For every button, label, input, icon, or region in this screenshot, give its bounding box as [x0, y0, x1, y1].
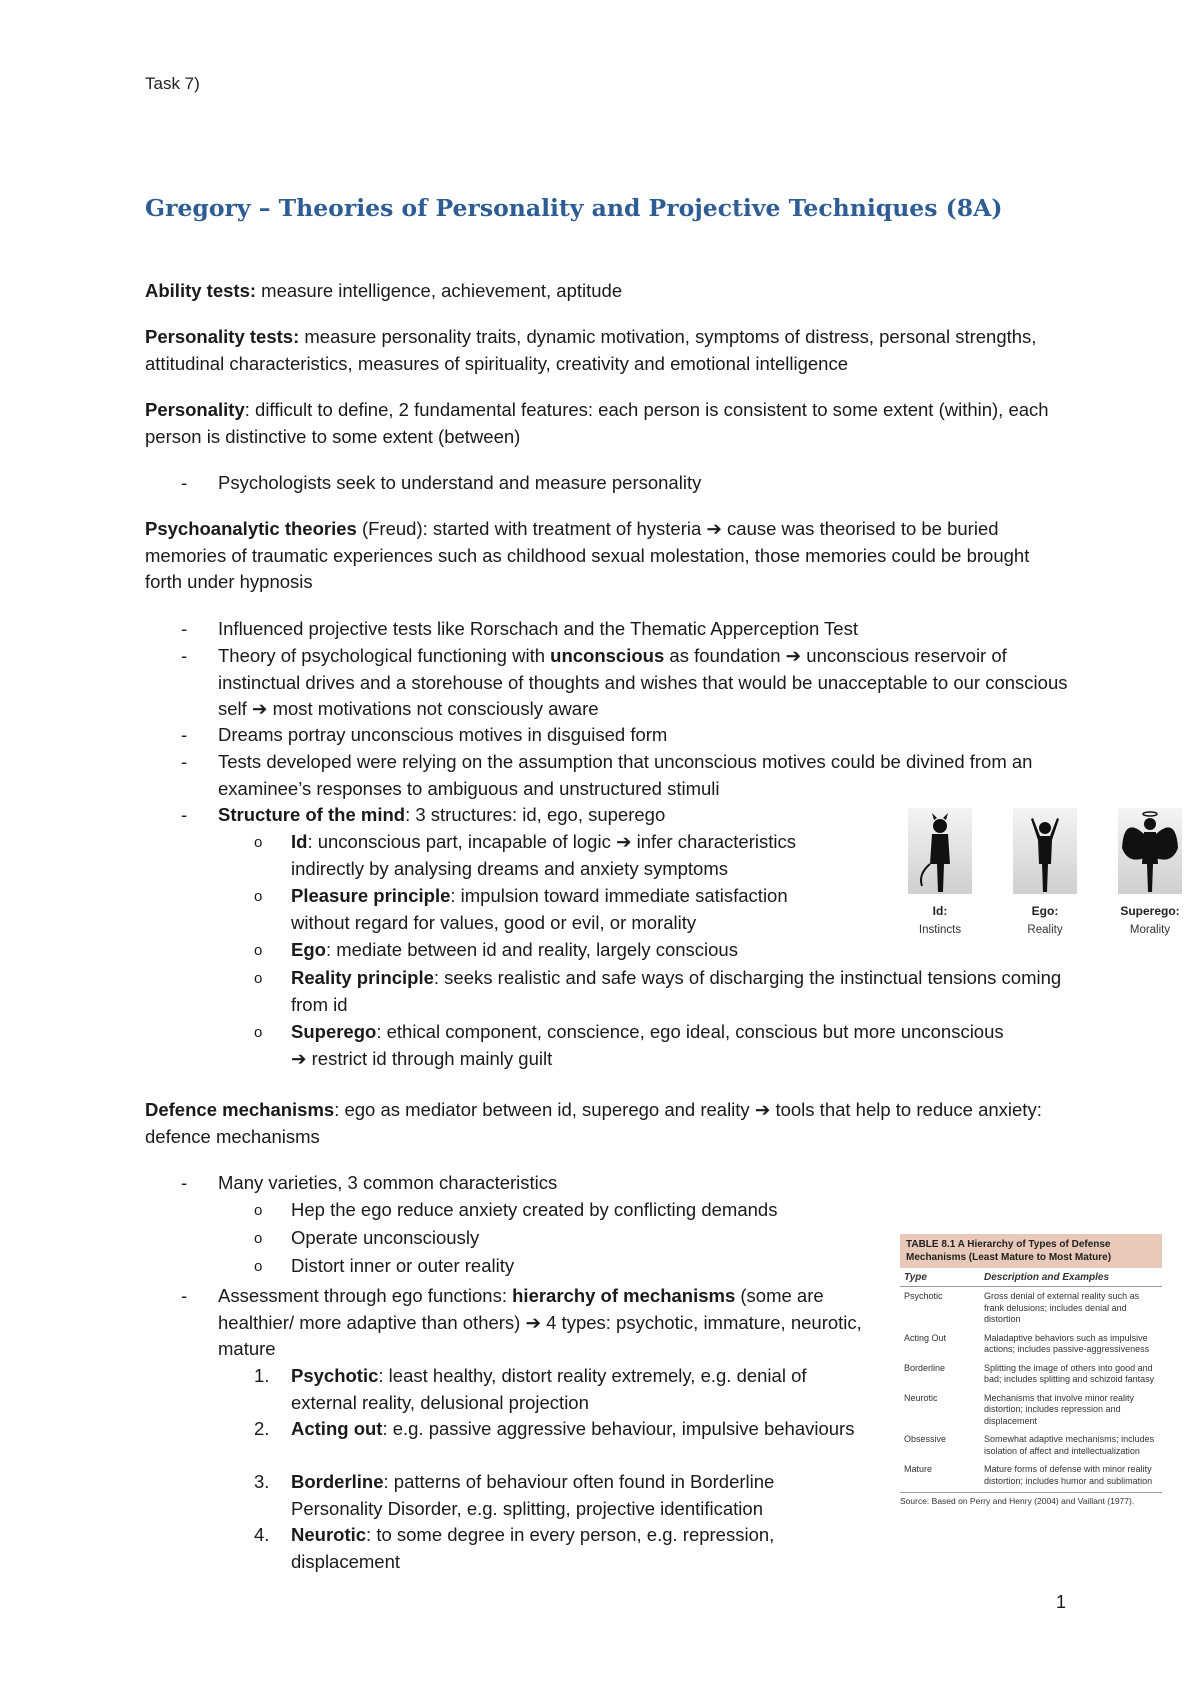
psychoanalytic-text: (Freud): started with treatment of hysteria ➔ cause was theorised to be buried memories of traumatic experiences such as childhood sexual molestation, those memories could be brought forth under hypnosis	[145, 518, 1030, 592]
table-cell-type: Acting Out	[904, 1332, 947, 1343]
list-text: : impulsion toward immediate satisfaction without regard for values, good or evil, or morality	[291, 885, 788, 933]
list-item: Psychologists seek to understand and measure personality	[218, 472, 702, 493]
list-item	[291, 829, 851, 882]
id-figure	[895, 808, 985, 936]
list-item: Tests developed were relying on the assumption that unconscious motives could be divined from an examinee’s responses to ambiguous and unstructured stimuli	[218, 751, 1033, 799]
psychoanalytic-para	[145, 516, 1065, 596]
table-cell-type: Mature	[904, 1464, 933, 1474]
ego-figure	[1000, 808, 1090, 936]
list-text: : 3 structures: id, ego, superego	[405, 804, 666, 825]
list-item	[291, 1019, 1011, 1072]
ego-label: Ego:	[1031, 904, 1059, 918]
table-col-description: Description and Examples	[984, 1272, 1110, 1283]
list-item	[218, 643, 1078, 723]
defense-mechanisms-table	[900, 1234, 1162, 1506]
list-item	[218, 1283, 878, 1363]
table-cell-description: Somewhat adaptive mechanisms; includes isolation of affect and intellectualization	[984, 1434, 1155, 1456]
table-cell-type: Psychotic	[904, 1291, 943, 1301]
list-bold: Borderline	[291, 1471, 384, 1492]
table-cell-type: Neurotic	[904, 1392, 938, 1403]
list-item	[291, 1363, 871, 1416]
list-item	[291, 965, 1071, 1018]
ego-sublabel: Reality	[1027, 924, 1063, 936]
id-label: Id:	[932, 904, 948, 918]
list-item: Hep the ego reduce anxiety created by conflicting demands	[291, 1199, 778, 1220]
list-text: : unconscious part, incapable of logic ➔ infer characteristics indirectly by analysing dreams and anxiety symptoms	[291, 831, 796, 879]
list-item: Influenced projective tests like Rorschach and the Thematic Apperception Test	[218, 618, 858, 639]
list-bold: unconscious	[550, 645, 665, 666]
superego-label: Superego:	[1120, 904, 1180, 918]
table-row	[900, 1430, 1162, 1460]
list-text: : patterns of behaviour often found in Borderline Personality Disorder, e.g. splitting, projective identification	[291, 1471, 775, 1519]
person-silhouette-icon	[1013, 808, 1077, 894]
list-text: Theory of psychological functioning with	[218, 645, 551, 666]
table-cell-type: Borderline	[904, 1362, 946, 1373]
ability-tests-para	[145, 278, 1065, 305]
personality-term: Personality	[145, 399, 245, 420]
page-number: 1	[1056, 1592, 1067, 1612]
list-item: Dreams portray unconscious motives in disguised form	[218, 724, 668, 745]
list-bold: Reality principle	[291, 967, 434, 988]
table-cell-description: Maladaptive behaviors such as impulsive actions; includes passive-aggressiveness	[984, 1332, 1150, 1354]
personality-tests-para	[145, 324, 1065, 377]
list-item: Operate unconsciously	[291, 1227, 480, 1248]
list-item	[291, 1469, 851, 1522]
table-header-row	[900, 1268, 1162, 1287]
list-item	[291, 1416, 871, 1443]
table-cell-description: Mechanisms that involve minor reality distortion; includes repression and displacement	[984, 1392, 1135, 1426]
superego-figure	[1105, 808, 1195, 936]
list-bold: Pleasure principle	[291, 885, 451, 906]
list-bold: Psychotic	[291, 1365, 379, 1386]
list-item	[291, 883, 851, 936]
table-cell-description: Splitting the image of others into good and bad; includes splitting and schizoid fantasy	[984, 1362, 1155, 1384]
table-caption: TABLE 8.1 A Hierarchy of Types of Defense Mechanisms (Least Mature to Most Mature)	[900, 1234, 1162, 1268]
list-bold: Ego	[291, 939, 326, 960]
list-bold: Neurotic	[291, 1524, 367, 1545]
table-cell-description: Gross denial of external reality such as frank delusions; includes denial and distortion	[984, 1291, 1140, 1324]
psychoanalytic-term: Psychoanalytic theories	[145, 518, 357, 539]
list-text: : to some degree in every person, e.g. repression, displacement	[291, 1524, 775, 1572]
list-text: as foundation ➔ unconscious reservoir of instinctual drives and a storehouse of thoughts and wishes that would be unacceptable to our conscious self ➔ most motivations not consciously aware	[218, 645, 1068, 719]
ability-term: Ability tests:	[145, 280, 257, 301]
table-cell-type: Obsessive	[904, 1434, 947, 1444]
table-source: Source: Based on Perry and Henry (2004) and Vaillant (1977).	[900, 1492, 1162, 1506]
table-row	[900, 1329, 1162, 1359]
devil-silhouette-icon	[908, 808, 972, 894]
list-text: : ethical component, conscience, ego ideal, conscious but more unconscious ➔ restrict id through mainly guilt	[291, 1021, 1004, 1069]
defence-term: Defence mechanisms	[145, 1099, 335, 1120]
list-text: Assessment through ego functions:	[218, 1285, 513, 1306]
page-title: Gregory – Theories of Personality and Projective Techniques (8A)	[145, 194, 1003, 222]
table-row	[900, 1287, 1162, 1329]
page-header: Task 7)	[145, 74, 200, 93]
angel-silhouette-icon	[1118, 808, 1182, 894]
list-bold: hierarchy of mechanisms	[512, 1285, 736, 1306]
personality-text: : difficult to define, 2 fundamental features: each person is consistent to some extent (within), each person is distinctive to some extent (between)	[145, 399, 1049, 447]
personality-tests-text: measure personality traits, dynamic motivation, symptoms of distress, personal strengths, attitudinal characteristics, measures of spirituality, creativity and emotional intelligence	[145, 326, 1037, 374]
list-item	[291, 1522, 851, 1575]
table-row	[900, 1460, 1162, 1490]
list-text: : least healthy, distort reality extremely, e.g. denial of external reality, delusional projection	[291, 1365, 807, 1413]
list-text: : e.g. passive aggressive behaviour, impulsive behaviours	[382, 1418, 855, 1439]
table-col-type: Type	[904, 1272, 927, 1283]
personality-tests-term: Personality tests:	[145, 326, 300, 347]
list-bold: Id	[291, 831, 308, 852]
ability-text: measure intelligence, achievement, aptitude	[256, 280, 623, 301]
list-text: : seeks realistic and safe ways of discharging the instinctual tensions coming from id	[291, 967, 1062, 1015]
table-row	[900, 1359, 1162, 1389]
table-row	[900, 1389, 1162, 1431]
list-text: : mediate between id and reality, largely conscious	[325, 939, 738, 960]
defence-text: : ego as mediator between id, superego and reality ➔ tools that help to reduce anxiety: defence mechanisms	[145, 1099, 1042, 1147]
defence-para	[145, 1097, 1065, 1150]
table-cell-description: Mature forms of defense with minor reality distortion; includes humor and sublimation	[984, 1464, 1153, 1486]
id-sublabel: Instincts	[918, 924, 962, 936]
list-bold: Acting out	[291, 1418, 383, 1439]
superego-sublabel: Morality	[1129, 924, 1171, 936]
personality-para	[145, 397, 1065, 450]
list-bold: Superego	[291, 1021, 377, 1042]
table-body	[900, 1287, 1162, 1490]
id-ego-superego-figure	[895, 808, 1195, 948]
list-text: (some are healthier/ more adaptive than others) ➔ 4 types: psychotic, immature, neurotic, mature	[218, 1285, 862, 1359]
list-item: Many varieties, 3 common characteristics	[218, 1172, 558, 1193]
list-item: Distort inner or outer reality	[291, 1255, 515, 1276]
list-bold: Structure of the mind	[218, 804, 406, 825]
